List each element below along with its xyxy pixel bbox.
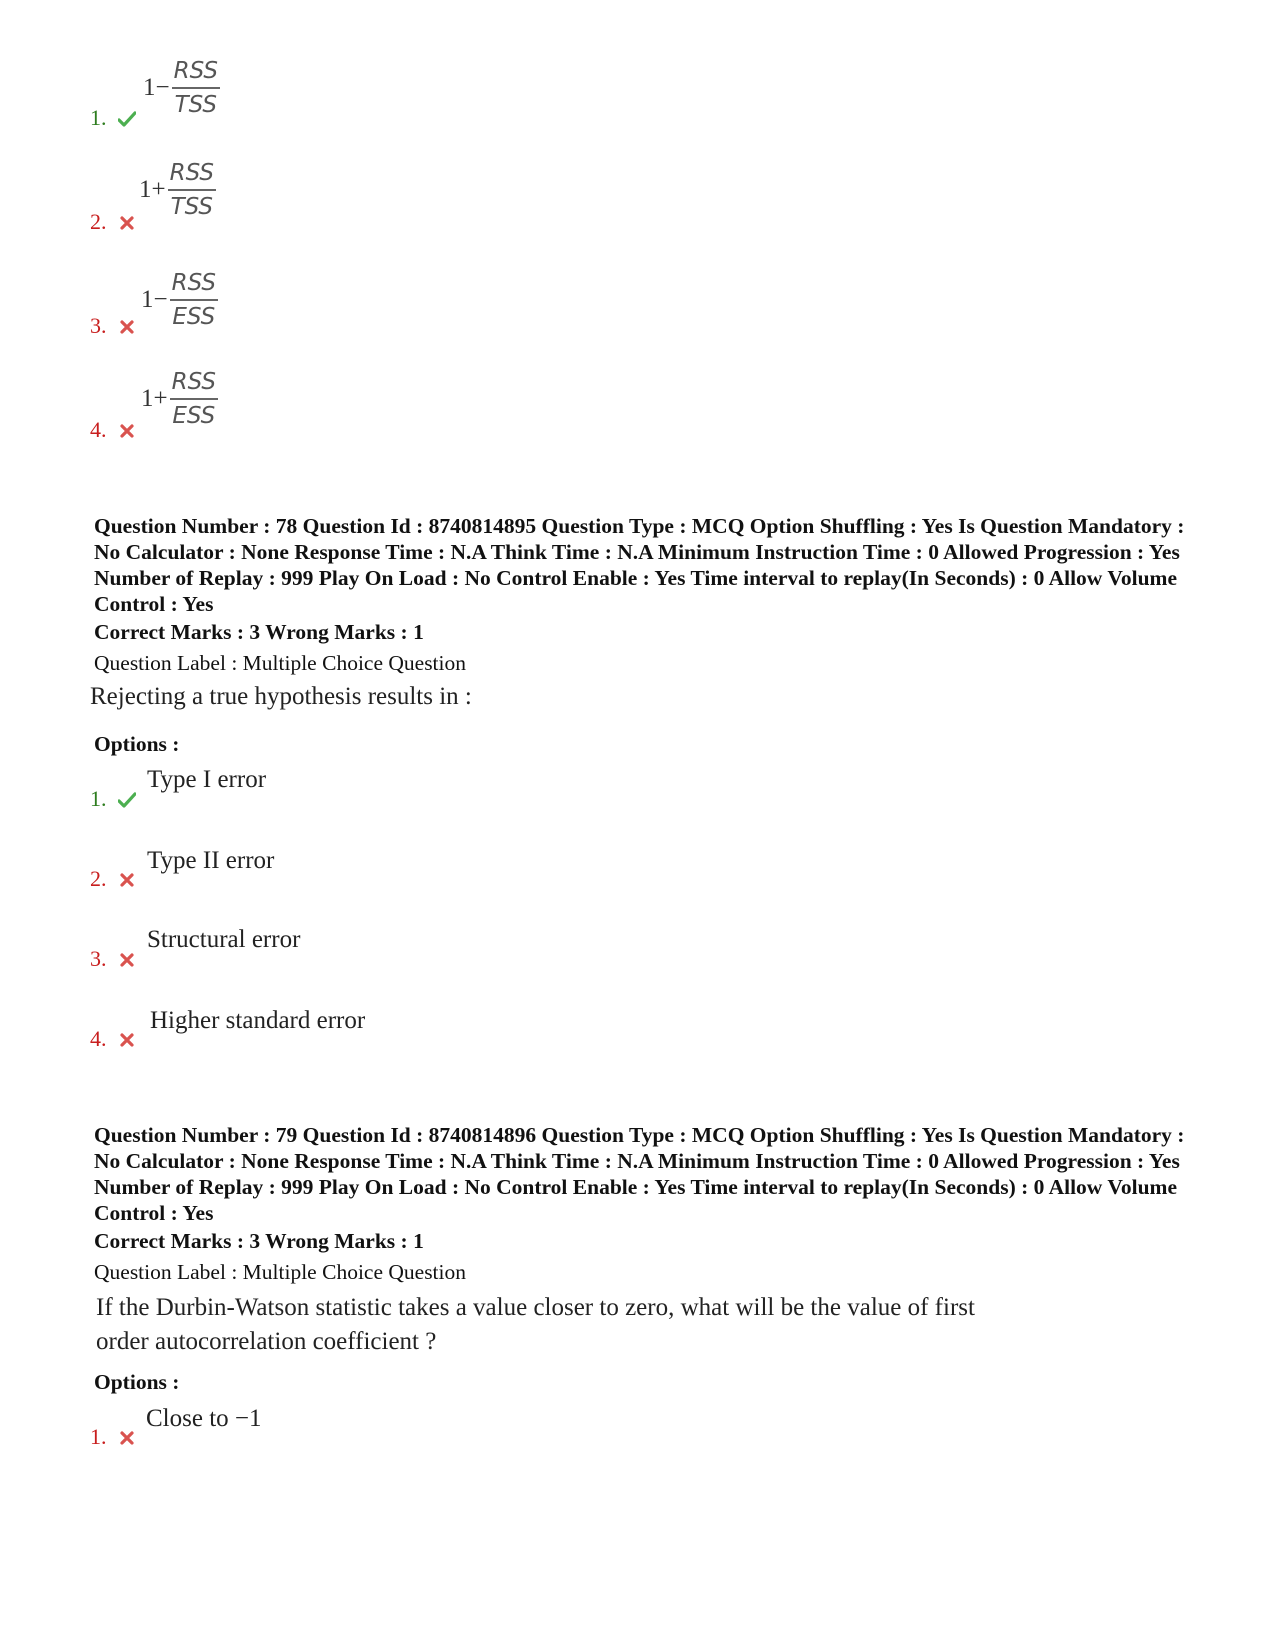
fraction-denominator: TSS <box>174 92 218 118</box>
fraction-option-2 <box>139 160 216 220</box>
option-text: Type I error <box>147 766 267 793</box>
option-number <box>90 1026 136 1052</box>
fraction-lead: 1+ <box>141 385 168 412</box>
question-text-line-2: order autocorrelation coefficient ? <box>96 1328 437 1355</box>
fraction-lead: 1− <box>141 286 168 313</box>
option-number <box>90 866 136 892</box>
cross-icon <box>118 1032 136 1048</box>
fraction-lead: 1+ <box>139 176 166 203</box>
option-number-text: 1. <box>90 1424 107 1449</box>
fraction <box>172 58 220 118</box>
options-heading: Options : <box>94 1370 180 1394</box>
option-text: Type II error <box>147 847 275 874</box>
fraction-option-1 <box>143 58 220 118</box>
option-number <box>90 417 136 443</box>
option-number-text: 4. <box>90 1026 107 1051</box>
question-marks: Correct Marks : 3 Wrong Marks : 1 <box>94 620 424 644</box>
cross-icon <box>118 872 136 888</box>
fraction <box>168 160 216 220</box>
question-metadata: Question Number : 78 Question Id : 8740814895 Question Type : MCQ Option Shuffling : Yes Is Question Mandatory : No Calculator : None Response Time : N.A Think Time : N.A Minimum Instruction Time : 0 Allowed Progression : Yes Number of Replay : 999 Play On Load : No Control Enable : Yes Time interval to replay(In Seconds) : 0 Allow Volume Control : Yes <box>94 514 1185 616</box>
fraction-numerator: RSS <box>170 369 218 400</box>
cross-icon <box>118 423 136 439</box>
fraction-numerator: RSS <box>172 58 220 89</box>
option-number-text: 1. <box>90 786 107 811</box>
option-text: Higher standard error <box>150 1007 366 1034</box>
fraction <box>170 369 218 429</box>
cross-icon <box>118 1430 136 1446</box>
question-text-line-1: If the Durbin-Watson statistic takes a value closer to zero, what will be the value of first <box>96 1294 975 1321</box>
fraction-denominator: ESS <box>172 403 216 429</box>
option-text: Structural error <box>147 926 301 953</box>
cross-icon <box>118 952 136 968</box>
options-heading: Options : <box>94 732 180 756</box>
question-metadata: Question Number : 79 Question Id : 8740814896 Question Type : MCQ Option Shuffling : Yes Is Question Mandatory : No Calculator : None Response Time : N.A Think Time : N.A Minimum Instruction Time : 0 Allowed Progression : Yes Number of Replay : 999 Play On Load : No Control Enable : Yes Time interval to replay(In Seconds) : 0 Allow Volume Control : Yes <box>94 1123 1185 1225</box>
fraction-denominator: ESS <box>172 304 216 330</box>
option-number <box>90 209 136 235</box>
question-label: Question Label : Multiple Choice Question <box>94 1260 467 1284</box>
option-number <box>90 946 136 972</box>
check-icon <box>118 792 136 808</box>
option-number-text: 3. <box>90 946 107 971</box>
option-number-text: 2. <box>90 866 107 891</box>
cross-icon <box>118 215 136 231</box>
option-number-text: 2. <box>90 209 107 234</box>
question-text: Rejecting a true hypothesis results in : <box>90 683 472 710</box>
fraction-option-3 <box>141 270 218 330</box>
fraction-numerator: RSS <box>168 160 216 191</box>
option-number <box>90 105 136 131</box>
question-marks: Correct Marks : 3 Wrong Marks : 1 <box>94 1229 424 1253</box>
check-icon <box>118 111 136 127</box>
cross-icon <box>118 319 136 335</box>
fraction-denominator: TSS <box>170 194 214 220</box>
option-number <box>90 1424 136 1450</box>
question-label: Question Label : Multiple Choice Question <box>94 651 467 675</box>
fraction-numerator: RSS <box>170 270 218 301</box>
option-number-text: 3. <box>90 313 107 338</box>
fraction-option-4 <box>141 369 218 429</box>
fraction <box>170 270 218 330</box>
option-number-text: 1. <box>90 105 107 130</box>
option-number <box>90 786 136 812</box>
option-number-text: 4. <box>90 417 107 442</box>
option-number <box>90 313 136 339</box>
option-text: Close to −1 <box>146 1405 262 1432</box>
fraction-lead: 1− <box>143 74 170 101</box>
